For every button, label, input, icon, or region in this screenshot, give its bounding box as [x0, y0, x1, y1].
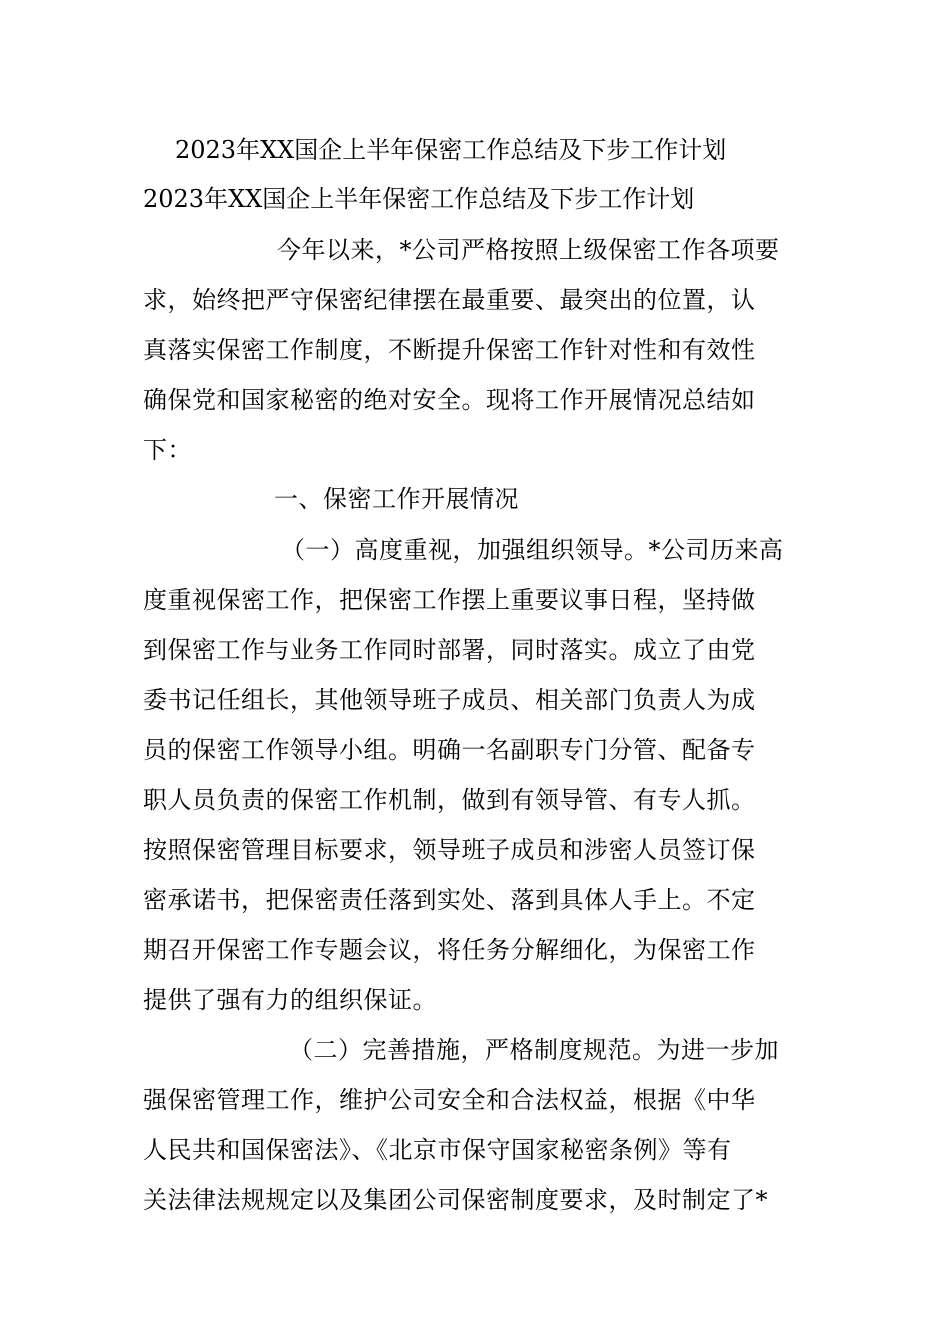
part-one-line-2: 度重视保密工作，把保密工作摆上重要议事日程，坚持做 [143, 586, 756, 614]
part-two-line-3: 人民共和国保密法》、《北京市保守国家秘密条例》等有 [143, 1136, 732, 1164]
part-two-line-4: 关法律法规规定以及集团公司保密制度要求，及时制定了* [143, 1186, 768, 1214]
intro-line-5: 下： [143, 436, 192, 464]
section-heading: 一、保密工作开展情况 [274, 485, 519, 513]
part-two-line-2: 强保密管理工作，维护公司安全和合法权益，根据《中华 [143, 1086, 756, 1114]
part-one-line-1: （一）高度重视，加强组织领导。*公司历来高 [281, 536, 784, 564]
part-one-line-5: 员的保密工作领导小组。明确一名副职专门分管、配备专 [143, 736, 756, 764]
part-one-line-8: 密承诺书，把保密责任落到实处、落到具体人手上。不定 [143, 886, 756, 914]
part-one-line-10: 提供了强有力的组织保证。 [143, 986, 437, 1014]
part-one-line-4: 委书记任组长，其他领导班子成员、相关部门负责人为成 [143, 686, 756, 714]
document-title-line-1: 2023年XX国企上半年保密工作总结及下步工作计划 [175, 136, 727, 164]
part-one-line-7: 按照保密管理目标要求，领导班子成员和涉密人员签订保 [143, 836, 756, 864]
document-title-line-2: 2023年XX国企上半年保密工作总结及下步工作计划 [143, 185, 695, 213]
part-two-line-1: （二）完善措施，严格制度规范。为进一步加 [289, 1036, 779, 1064]
part-one-line-9: 期召开保密工作专题会议，将任务分解细化，为保密工作 [143, 936, 756, 964]
intro-line-2: 求，始终把严守保密纪律摆在最重要、最突出的位置，认 [143, 286, 756, 314]
part-one-line-3: 到保密工作与业务工作同时部署，同时落实。成立了由党 [143, 636, 756, 664]
part-one-line-6: 职人员负责的保密工作机制，做到有领导管、有专人抓。 [143, 786, 756, 814]
intro-line-4: 确保党和国家秘密的绝对安全。现将工作开展情况总结如 [143, 386, 756, 414]
intro-line-3: 真落实保密工作制度，不断提升保密工作针对性和有效性 [143, 336, 756, 364]
intro-line-1: 今年以来，*公司严格按照上级保密工作各项要 [277, 236, 780, 264]
